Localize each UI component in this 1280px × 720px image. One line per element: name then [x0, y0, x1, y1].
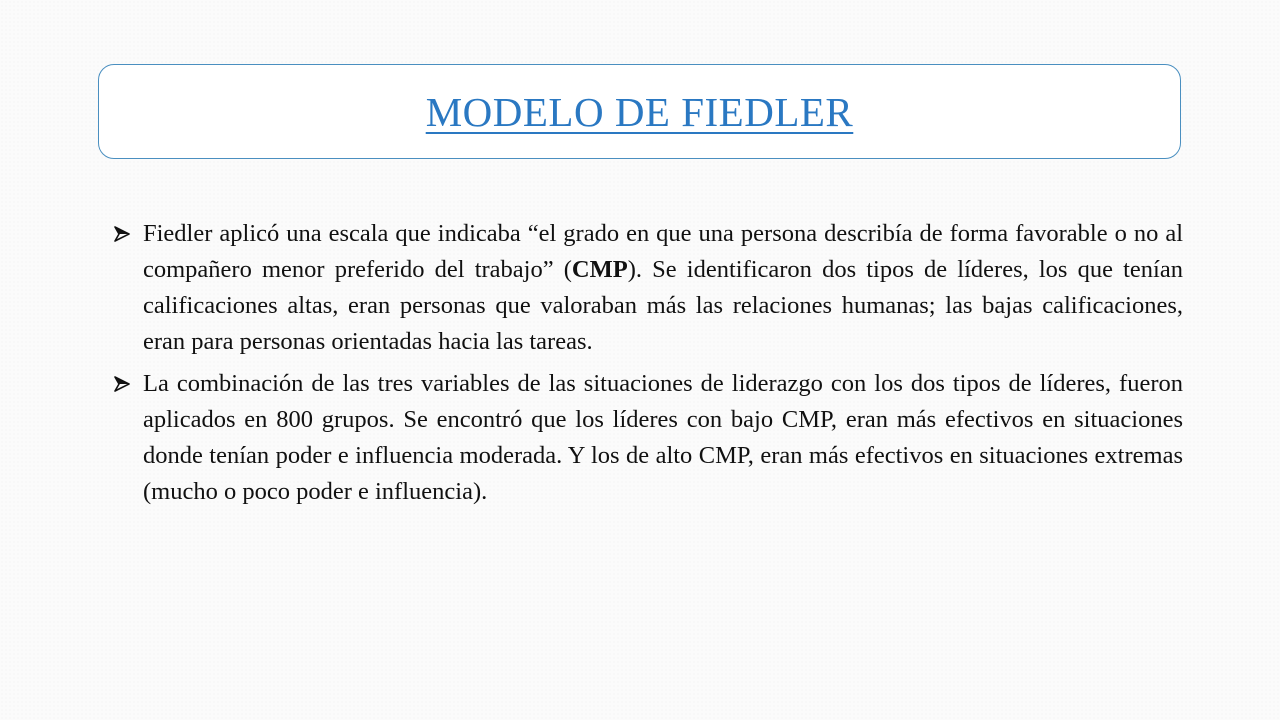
title-box: [98, 64, 1181, 159]
bullet-text-part: ). Se identificaron dos tipos de líderes, los que tenían calificaciones altas, eran personas que valoraban más las relaciones humanas; las bajas calificaciones, eran para personas orientadas hacia las tareas.: [143, 256, 1183, 355]
bullet-text: [143, 216, 1183, 360]
slide-content: [113, 216, 1183, 516]
bullet-text: La combinación de las tres variables de las situaciones de liderazgo con los dos tipos de líderes, fueron aplicados en 800 grupos. Se encontró que los líderes con bajo CMP, eran más efectivos en situaciones donde tenían poder e influencia moderada. Y los de alto CMP, eran más efectivos en situaciones extremas (mucho o poco poder e influencia).: [143, 370, 1183, 505]
slide-title: MODELO DE FIEDLER: [425, 88, 854, 135]
bullet-item: [113, 216, 1183, 360]
bullet-item: [113, 366, 1183, 510]
bullet-text-part: Fiedler aplicó una escala que indicaba “el grado en que una persona describía de forma favorable o no al compañero menor preferido del trabajo” (: [143, 220, 1183, 283]
arrow-bullet-icon: [113, 366, 143, 393]
bullet-text-bold: CMP: [571, 256, 628, 283]
arrow-bullet-icon: [113, 216, 143, 243]
